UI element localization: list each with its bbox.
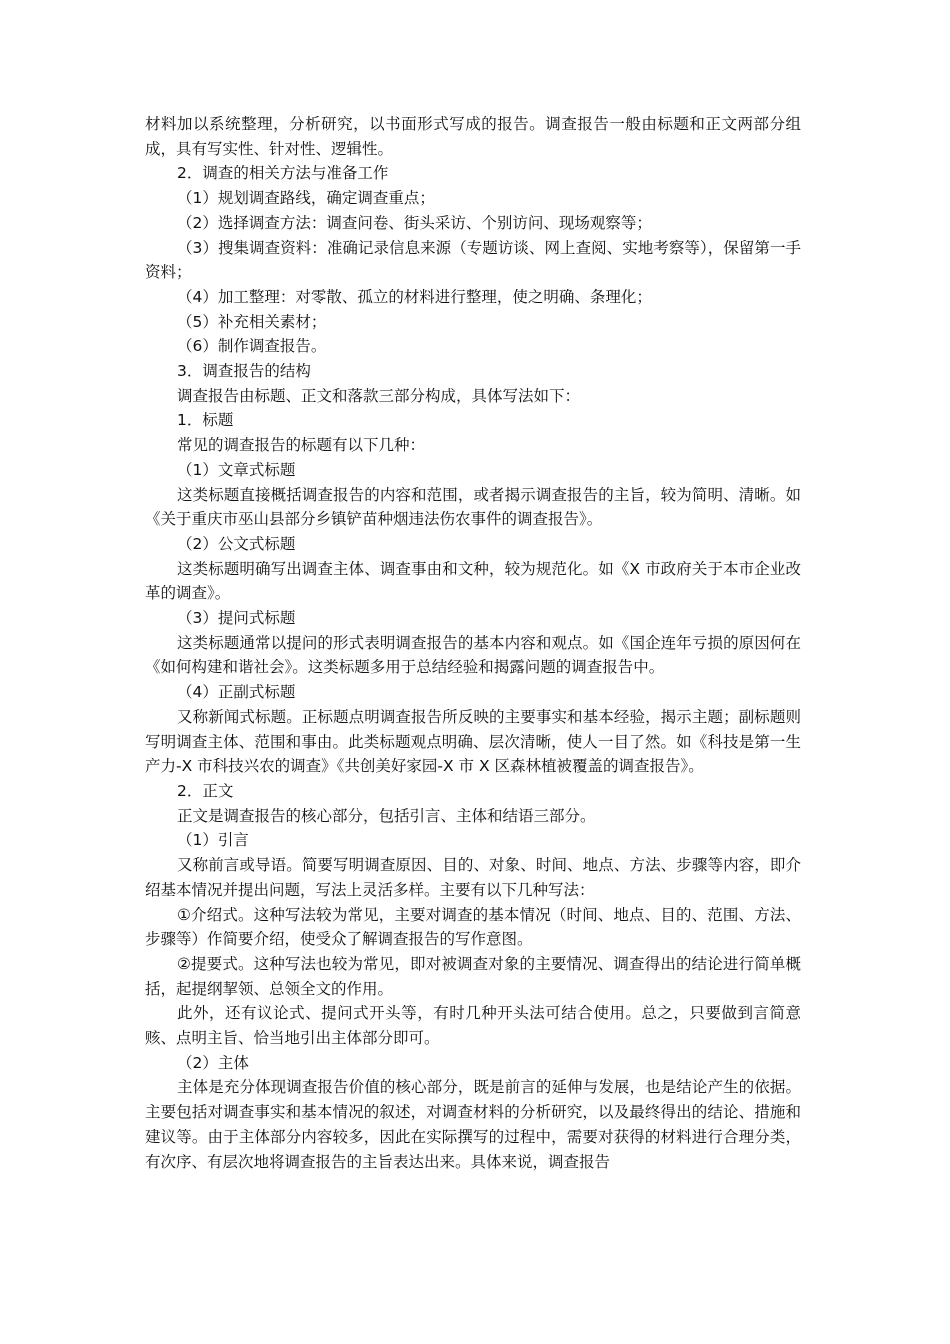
list-item: （4）加工整理：对零散、孤立的材料进行整理，使之明确、条理化； [177, 287, 652, 306]
paragraph: ②提要式。这种写法也较为常见，即对被调查对象的主要情况、调查得出的结论进行简单概括，起提纲挈领、总领全文的作用。 [145, 954, 801, 998]
list-item: （1）规划调查路线，确定调查重点； [177, 189, 435, 208]
list-item: （4）正副式标题 [177, 683, 296, 702]
paragraph: 材料加以系统整理，分析研究，以书面形式写成的报告。调查报告一般由标题和正文两部分组成，具有写实性、针对性、逻辑性。 [145, 115, 801, 158]
paragraph: 正文是调查报告的核心部分，包括引言、主体和结语三部分。 [177, 806, 596, 825]
list-item: （1）引言 [177, 831, 249, 850]
paragraph: 又称前言或导语。简要写明调查原因、目的、对象、时间、地点、方法、步骤等内容，即介绍基本情况并提出问题，写法上灵活多样。主要有以下几种写法： [145, 856, 801, 899]
list-item: （1）文章式标题 [177, 460, 296, 479]
paragraph: 常见的调查报告的标题有以下几种： [177, 436, 426, 455]
paragraph: 主体是充分体现调查报告价值的核心部分，既是前言的延伸与发展，也是结论产生的依据。主要包括对调查事实和基本情况的叙述，对调查材料的分析研究，以及最终得出的结论、措施和建议等。由于主体部分内容较多，因此在实际撰写的过程中，需要对获得的材料进行合理分类，有次序、有层次地将调查报告的主旨表达出来。具体来说，调查报告 [145, 1078, 801, 1171]
list-item: （2）公文式标题 [177, 534, 296, 553]
list-item: （3）提问式标题 [177, 609, 296, 628]
subsection-heading: 1．标题 [177, 411, 234, 430]
list-item: （3）搜集调查资料：准确记录信息来源（专题访谈、网上查阅、实地考察等），保留第一手资料； [145, 238, 801, 282]
paragraph: 这类标题直接概括调查报告的内容和范围，或者揭示调查报告的主旨，较为简明、清晰。如《关于重庆市巫山县部分乡镇铲苗种烟违法伤农事件的调查报告》。 [145, 485, 801, 529]
list-item: （5）补充相关素材； [177, 312, 327, 331]
list-item: （2）主体 [177, 1053, 249, 1072]
section-heading: 2．调查的相关方法与准备工作 [177, 164, 389, 183]
paragraph: 调查报告由标题、正文和落款三部分构成，具体写法如下： [177, 386, 581, 405]
subsection-heading: 2．正文 [177, 781, 234, 800]
document-body [145, 112, 801, 1174]
paragraph: 这类标题明确写出调查主体、调查事由和文种，较为规范化。如《X 市政府关于本市企业改革的调查》。 [145, 559, 801, 603]
paragraph: 此外，还有议论式、提问式开头等，有时几种开头法可结合使用。总之，只要做到言简意赅、点明主旨、恰当地引出主体部分即可。 [145, 1004, 801, 1048]
paragraph: ①介绍式。这种写法较为常见，主要对调查的基本情况（时间、地点、目的、范围、方法、步骤等）作简要介绍，使受众了解调查报告的写作意图。 [145, 905, 801, 949]
paragraph: 这类标题通常以提问的形式表明调查报告的基本内容和观点。如《国企连年亏损的原因何在《如何构建和谐社会》。这类标题多用于总结经验和揭露问题的调查报告中。 [145, 633, 801, 677]
paragraph: 又称新闻式标题。正标题点明调查报告所反映的主要事实和基本经验，揭示主题；副标题则写明调查主体、范围和事由。此类标题观点明确、层次清晰，使人一目了然。如《科技是第一生产力-X 市科技兴农的调查》《共创美好家园-X 市 X 区森林植被覆盖的调查报告》。 [145, 707, 801, 776]
list-item: （6）制作调查报告。 [177, 337, 327, 356]
section-heading: 3．调查报告的结构 [177, 362, 311, 381]
list-item: （2）选择调查方法：调查问卷、街头采访、个别访问、现场观察等； [177, 213, 652, 232]
